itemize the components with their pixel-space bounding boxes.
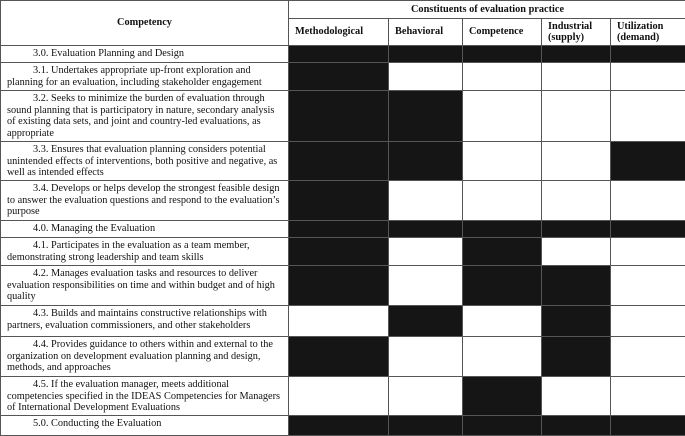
filled-cell	[389, 221, 463, 238]
filled-cell	[542, 266, 611, 306]
filled-cell	[289, 416, 389, 436]
filled-cell	[289, 221, 389, 238]
empty-cell	[542, 63, 611, 91]
empty-cell	[289, 377, 389, 416]
empty-cell	[611, 337, 685, 377]
filled-cell	[289, 337, 389, 377]
table-row	[1, 266, 685, 306]
filled-cell	[542, 306, 611, 337]
empty-cell	[611, 63, 685, 91]
filled-cell	[463, 266, 542, 306]
competency-cell: 3.2. Seeks to minimize the burden of evaluation through sound planning that is participatory in nature, secondary analysis of existing data sets, and joint and country-led evaluations, as appropriate	[1, 91, 289, 142]
empty-cell	[463, 142, 542, 181]
header-methodological: Methodological	[289, 19, 389, 46]
filled-cell	[463, 46, 542, 63]
filled-cell	[289, 181, 389, 221]
filled-cell	[289, 63, 389, 91]
table-row	[1, 46, 685, 63]
header-industrial: Industrial (supply)	[542, 19, 611, 46]
empty-cell	[611, 266, 685, 306]
table-row	[1, 306, 685, 337]
table-row	[1, 337, 685, 377]
empty-cell	[542, 181, 611, 221]
competency-cell: 3.0. Evaluation Planning and Design	[1, 46, 289, 63]
empty-cell	[611, 91, 685, 142]
competency-cell: 3.3. Ensures that evaluation planning considers potential unintended effects of interventions, both positive and negative, as well as intended effects	[1, 142, 289, 181]
empty-cell	[389, 337, 463, 377]
empty-cell	[389, 63, 463, 91]
table-row	[1, 416, 685, 436]
filled-cell	[289, 142, 389, 181]
competency-cell: 3.1. Undertakes appropriate up-front exploration and planning for an evaluation, including stakeholder engagement	[1, 63, 289, 91]
filled-cell	[463, 377, 542, 416]
filled-cell	[611, 142, 685, 181]
empty-cell	[463, 91, 542, 142]
empty-cell	[463, 181, 542, 221]
filled-cell	[289, 91, 389, 142]
filled-cell	[611, 416, 685, 436]
header-constituents: Constituents of evaluation practice	[289, 1, 685, 19]
table-row	[1, 377, 685, 416]
table-row	[1, 181, 685, 221]
competency-cell: 3.4. Develops or helps develop the strongest feasible design to answer the evaluation questions and respond to the evaluation’s purpose	[1, 181, 289, 221]
empty-cell	[463, 63, 542, 91]
empty-cell	[542, 142, 611, 181]
empty-cell	[389, 238, 463, 266]
empty-cell	[542, 238, 611, 266]
competency-cell: 5.0. Conducting the Evaluation	[1, 416, 289, 436]
empty-cell	[289, 306, 389, 337]
header-competency: Competency	[1, 1, 289, 46]
table-body	[1, 46, 685, 436]
filled-cell	[389, 142, 463, 181]
filled-cell	[463, 238, 542, 266]
competency-cell: 4.2. Manages evaluation tasks and resources to deliver evaluation responsibilities on time and within budget and of high quality	[1, 266, 289, 306]
empty-cell	[542, 91, 611, 142]
filled-cell	[389, 306, 463, 337]
competency-cell: 4.4. Provides guidance to others within and external to the organization on development evaluation planning and design, methods, and approaches	[1, 337, 289, 377]
header-utilization: Utilization (demand)	[611, 19, 685, 46]
empty-cell	[611, 238, 685, 266]
filled-cell	[611, 221, 685, 238]
table-row	[1, 91, 685, 142]
competency-cell: 4.3. Builds and maintains constructive relationships with partners, evaluation commissioners, and other stakeholders	[1, 306, 289, 337]
empty-cell	[611, 306, 685, 337]
filled-cell	[389, 416, 463, 436]
empty-cell	[389, 181, 463, 221]
filled-cell	[389, 91, 463, 142]
competency-cell: 4.0. Managing the Evaluation	[1, 221, 289, 238]
filled-cell	[542, 337, 611, 377]
filled-cell	[463, 221, 542, 238]
header-competence: Competence	[463, 19, 542, 46]
filled-cell	[611, 46, 685, 63]
empty-cell	[542, 377, 611, 416]
competency-cell: 4.5. If the evaluation manager, meets additional competencies specified in the IDEAS Competencies for Managers of International Development Evaluations	[1, 377, 289, 416]
empty-cell	[611, 181, 685, 221]
filled-cell	[289, 266, 389, 306]
filled-cell	[542, 416, 611, 436]
competency-cell: 4.1. Participates in the evaluation as a team member, demonstrating strong leadership and team skills	[1, 238, 289, 266]
table-row	[1, 142, 685, 181]
table-row	[1, 238, 685, 266]
empty-cell	[463, 306, 542, 337]
empty-cell	[389, 266, 463, 306]
filled-cell	[289, 238, 389, 266]
filled-cell	[542, 46, 611, 63]
filled-cell	[289, 46, 389, 63]
header-behavioral: Behavioral	[389, 19, 463, 46]
filled-cell	[389, 46, 463, 63]
empty-cell	[611, 377, 685, 416]
empty-cell	[463, 337, 542, 377]
table-row	[1, 221, 685, 238]
table-row	[1, 63, 685, 91]
filled-cell	[463, 416, 542, 436]
filled-cell	[542, 221, 611, 238]
empty-cell	[389, 377, 463, 416]
